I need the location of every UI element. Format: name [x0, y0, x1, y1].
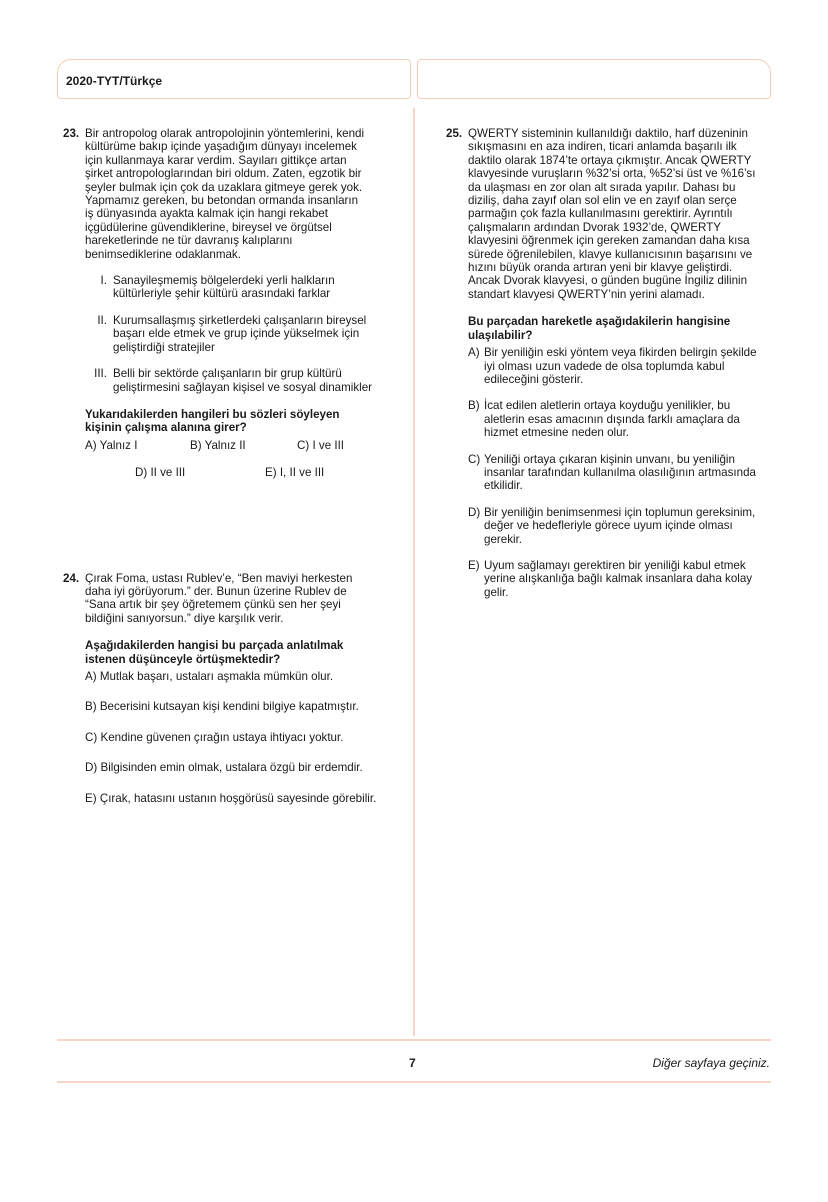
statement-text: Sanayileşmemiş bölgelerdeki yerli halkların kültürleriyle şehir kültürü arasındaki farklar	[113, 274, 335, 301]
statement-text: Belli bir sektörde çalışanların bir grup kültürü geliştirmesini sağlayan kişisel ve sosyal dinamikler	[113, 367, 373, 394]
page-header-title: 2020-TYT/Türkçe	[66, 74, 163, 88]
option-text: Uyum sağlamayı gerektiren bir yeniliği kabul etmek yerine alışkanlığa bağlı kalmak insanlara daha kolay gelir.	[484, 558, 753, 599]
question-stem: Çırak Foma, ustası Rublev’e, “Ben maviyi herkesten daha iyi görüyorum.” der. Bunun üzerine Rublev de “Sana artık bir şey öğretemem çünkü sen her şeyi bildiğini sanıyorsun.” diye karşılık verir.	[85, 571, 353, 625]
option-letter: E)	[468, 558, 480, 572]
option-c[interactable]: C) Kendine güvenen çırağın ustaya ihtiyacı yoktur.	[85, 730, 344, 744]
column-divider	[413, 108, 415, 1036]
question-number: 24.	[63, 571, 80, 585]
question-stem: Bir antropolog olarak antropolojinin yöntemlerini, kendi kültürüme bakıp içinde yaşadığım dünyayı incelemek için kullanmaya karar verdim. Sayıları gittikçe artan şirket antropologlarından biri oldum. Zaten, egzotik bir şeyler bulmak için çok da uzaklara gitmeye gerek yok. Yapmamız gereken, bu betondan ormanda insanların iş dünyasında ayakta kalmak için hangi rekabet içgüdülerine güvendiklerine, bireysel ve örgütsel hareketlerinde ne tür davranış kalıplarını benimsediklerine odaklanmak.	[85, 127, 365, 261]
option-text: İcat edilen aletlerin ortaya koyduğu yenilikler, bu aletlerin esas amacının dışında farklı amaçlara da hizmet etmesine neden olur.	[484, 399, 740, 440]
left-column	[57, 127, 407, 805]
option-b[interactable]: B) Becerisini kutsayan kişi kendini bilgiye kapatmıştır.	[85, 700, 359, 714]
header-right-box	[417, 59, 771, 99]
option-text: Bir yeniliğin benimsenmesi için toplumun gereksinim, değer ve hedefleriyle görece uyum içinde olması gerekir.	[484, 505, 756, 546]
option-e[interactable]	[468, 559, 800, 599]
statement-text: Kurumsallaşmış şirketlerdeki çalışanların bireysel başarı elde etmek ve grup içinde yükselmek için geliştirdiği stratejiler	[113, 313, 367, 354]
option-b[interactable]	[468, 399, 800, 439]
option-a[interactable]: A) Mutlak başarı, ustaları aşmakla mümkün olur.	[85, 669, 334, 683]
option-d[interactable]: D) Bilgisinden emin olmak, ustalara özgü bir erdemdir.	[85, 761, 363, 775]
question-number: 25.	[446, 127, 463, 140]
option-c[interactable]	[468, 453, 800, 493]
question-prompt: Bu parçadan hareketle aşağıdakilerin hangisine ulaşılabilir?	[468, 315, 731, 342]
statement-numeral: I.	[100, 274, 107, 288]
question-prompt: Aşağıdakilerden hangisi bu parçada anlatılmak istenen düşünceyle örtüşmektedir?	[85, 639, 344, 666]
option-b[interactable]: B) Yalnız II	[190, 438, 246, 452]
page-number: 7	[409, 1056, 416, 1070]
option-letter: B)	[468, 399, 480, 413]
option-letter: A)	[468, 346, 480, 360]
option-c[interactable]: C) I ve III	[297, 438, 345, 452]
option-d[interactable]: D) II ve III	[135, 466, 186, 480]
statement-item	[89, 367, 407, 394]
question-24	[57, 572, 407, 805]
statement-numeral: III.	[94, 367, 107, 381]
option-text: Yeniliği ortaya çıkaran kişinin unvanı, bu yeniliğin insanlar tarafından kullanılma olasılığının artmasında etkilidir.	[484, 452, 756, 493]
option-e[interactable]: E) Çırak, hatasını ustanın hoşgörüsü sayesinde görebilir.	[85, 791, 377, 805]
next-page-note: Diğer sayfaya geçiniz.	[652, 1056, 770, 1070]
question-23	[57, 127, 407, 480]
statement-item	[89, 274, 407, 301]
question-number: 23.	[63, 127, 80, 140]
question-25	[440, 127, 800, 599]
option-a[interactable]: A) Yalnız I	[85, 438, 138, 452]
statement-numeral: II.	[97, 313, 107, 327]
footer-top-line	[57, 1039, 771, 1041]
option-letter: C)	[468, 452, 481, 466]
statement-item	[89, 314, 407, 354]
footer-bottom-line	[57, 1081, 771, 1083]
option-text: Bir yeniliğin eski yöntem veya fikirden belirgin şekilde iyi olması uzun vadede de olsa toplumda kabul edileceğini gösterir.	[484, 346, 757, 386]
right-column	[440, 127, 800, 599]
header-left-box	[57, 59, 411, 99]
option-e[interactable]: E) I, II ve III	[265, 466, 325, 480]
question-stem: QWERTY sisteminin kullanıldığı daktilo, harf düzeninin sıkışmasını en aza indiren, ticari anlamda başarılı ilk daktilo olarak 1874’te ortaya çıkmıştır. Ancak QWERTY klavyesinde vuruşların %32’si orta, %52’si üst ve %16’sı da ulaşması en zor olan alt sırada yapılır. Dahası bu diziliş, daha zayıf olan sol elin ve en zayıf olan serçe parmağın çok fazla kullanılmasını gerektirir. Ayrıntılı çalışmaların ardından Dvorak 1932’de, QWERTY klavyesini öğrenmek için gereken zamandan daha kısa sürede öğrenilebilen, klavye kullanıcısının başarısını ve hızını büyük oranda artıran yeni bir klavye geliştirdi. Ancak Dvorak klavyesi, o günden bugüne İngiliz dilinin standart klavyesi QWERTY’nin yerini alamadı.	[468, 127, 756, 301]
option-d[interactable]	[468, 506, 800, 546]
option-letter: D)	[468, 505, 481, 519]
question-prompt: Yukarıdakilerden hangileri bu sözleri söyleyen kişinin çalışma alanına girer?	[85, 407, 340, 435]
option-a[interactable]	[468, 346, 800, 386]
